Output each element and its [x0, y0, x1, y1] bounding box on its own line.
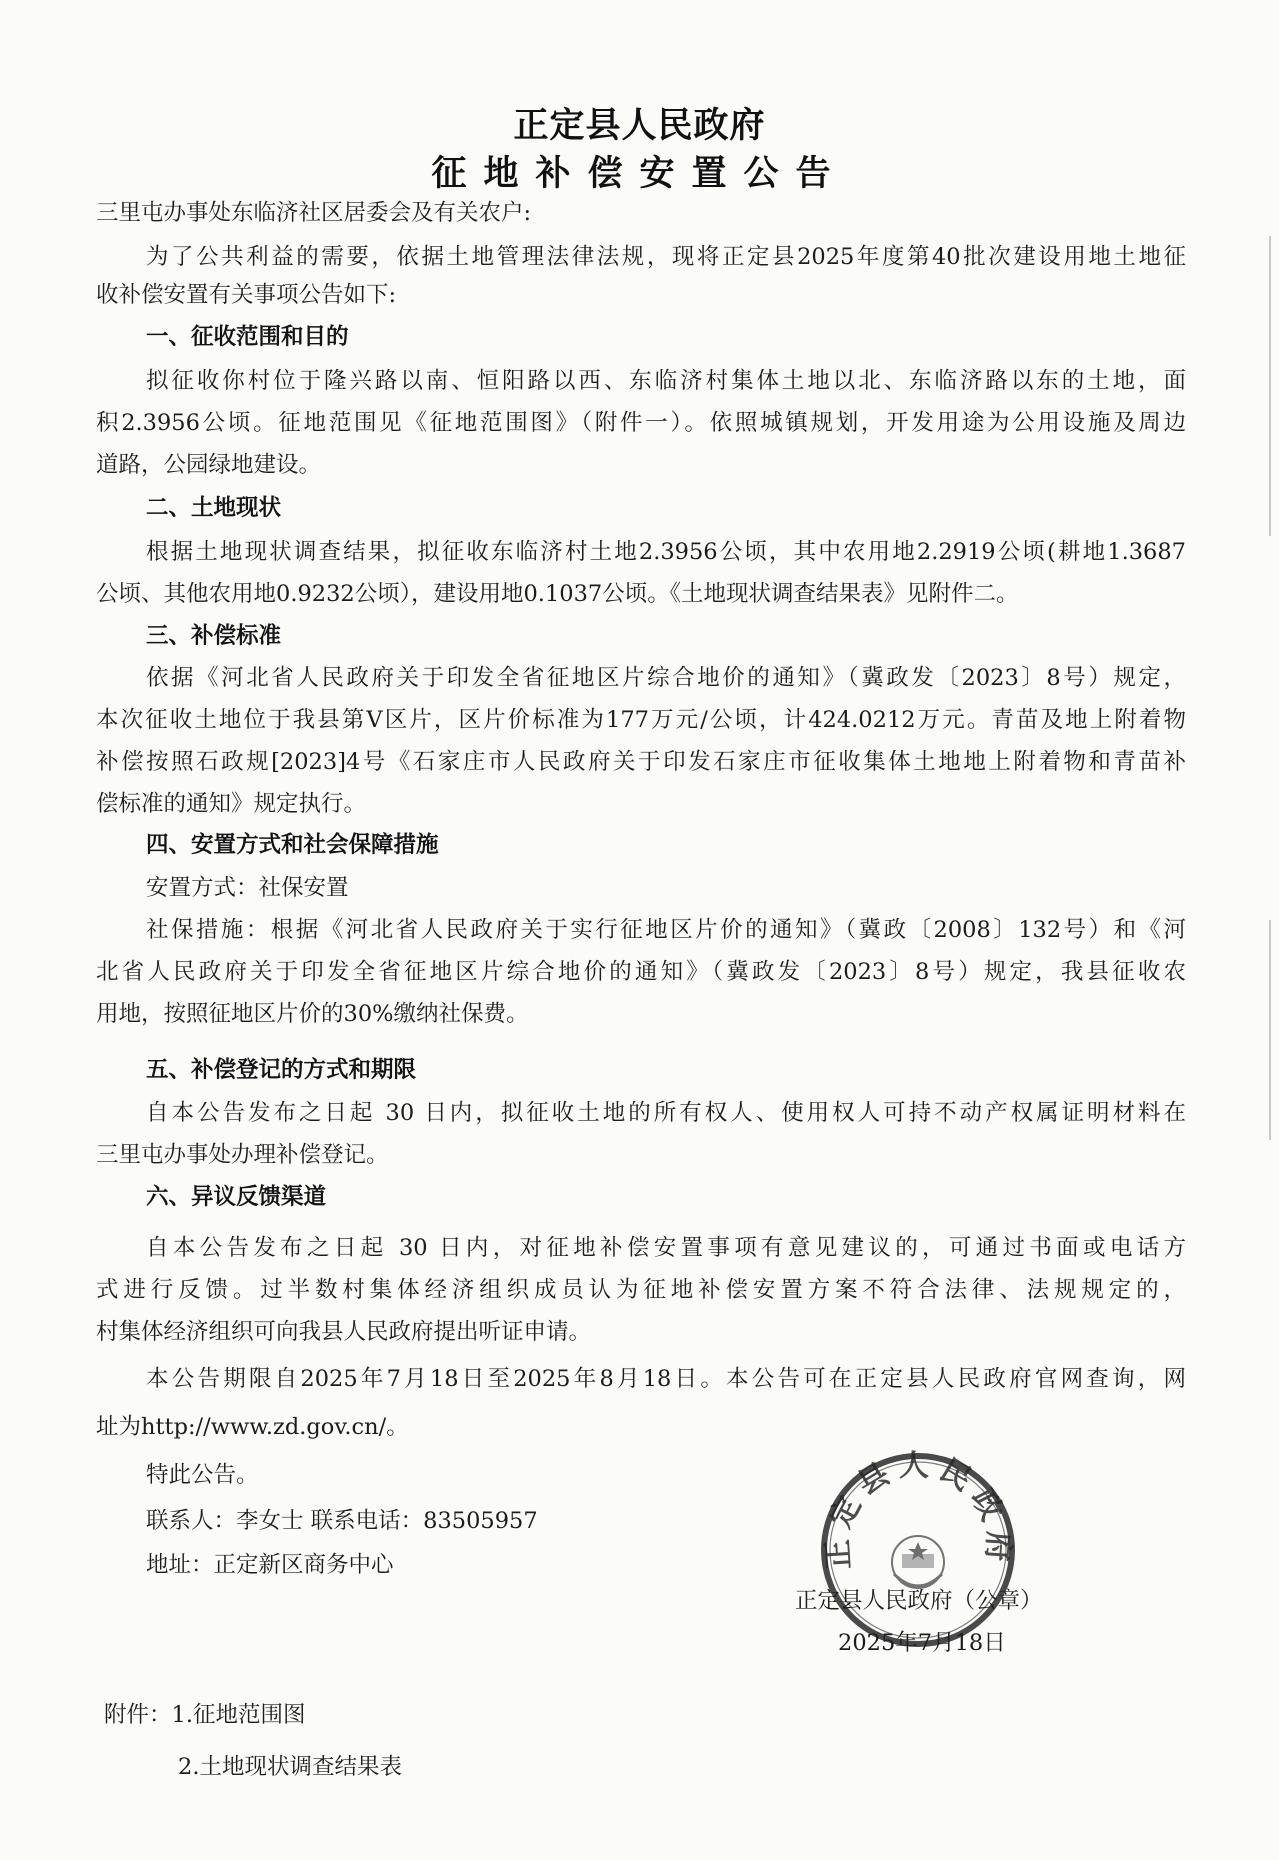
section-text: 积2.3956公顷。征地范围见《征地范围图》（附件一）。依照城镇规划，开发用途为公用设施及周边	[96, 410, 1186, 436]
section-text: 本次征收土地位于我县第Ⅴ区片，区片价标准为177万元/公顷，计424.0212万元。青苗及地上附着物	[96, 707, 1186, 733]
salutation: 三里屯办事处东临济社区居委会及有关农户:	[96, 200, 532, 226]
closing-text: 特此公告。	[146, 1462, 259, 1488]
section-text: 社保措施：根据《河北省人民政府关于实行征地区片价的通知》（冀政〔2008〕132号）和《河	[146, 917, 1186, 943]
period-text: 本公告期限自2025年7月18日至2025年8月18日。本公告可在正定县人民政府官网查询，网	[146, 1366, 1186, 1392]
section-heading: 四、安置方式和社会保障措施	[146, 832, 439, 858]
section-heading: 二、土地现状	[146, 495, 282, 521]
scan-edge-mark	[1269, 920, 1271, 1140]
scan-edge-mark	[1269, 236, 1271, 536]
section-heading: 六、异议反馈渠道	[146, 1184, 327, 1210]
page-title: 正定县人民政府	[513, 106, 766, 146]
page-subtitle: 征地补偿安置公告	[431, 154, 848, 194]
intro-line: 收补偿安置有关事项公告如下:	[96, 282, 397, 308]
section-text: 公顷、其他农用地0.9232公顷），建设用地0.1037公顷。《土地现状调查结果表》见附件二。	[96, 581, 1019, 607]
section-heading: 三、补偿标准	[146, 623, 282, 649]
section-heading: 五、补偿登记的方式和期限	[146, 1057, 417, 1083]
official-seal	[818, 1450, 1018, 1650]
signature-organization: 正定县人民政府（公章）	[795, 1588, 1043, 1614]
section-text: 用地，按照征地区片价的30%缴纳社保费。	[96, 1001, 529, 1027]
address-info: 地址：正定新区商务中心	[146, 1552, 394, 1578]
section-text: 自本公告发布之日起 30 日内，对征地补偿安置事项有意见建议的，可通过书面或电话方	[146, 1235, 1186, 1261]
section-text: 道路，公园绿地建设。	[96, 452, 322, 478]
seal-text: 正定县人民政府	[820, 1450, 1016, 1571]
section-text: 补偿按照石政规[2023]4号《石家庄市人民政府关于印发石家庄市征收集体土地地上附着物和青苗补	[96, 749, 1186, 775]
section-text: 自本公告发布之日起 30 日内，拟征收土地的所有权人、使用权人可持不动产权属证明材料在	[146, 1100, 1186, 1126]
section-text: 安置方式：社保安置	[146, 875, 349, 901]
emblem-icon	[892, 1536, 944, 1588]
period-text: 址为http://www.zd.gov.cn/。	[96, 1414, 409, 1440]
section-heading: 一、征收范围和目的	[146, 324, 349, 350]
section-text: 式进行反馈。过半数村集体经济组织成员认为征地补偿安置方案不符合法律、法规规定的，	[96, 1277, 1186, 1303]
signature-date: 2025年7月18日	[838, 1630, 1006, 1656]
section-text: 拟征收你村位于隆兴路以南、恒阳路以西、东临济村集体土地以北、东临济路以东的土地，面	[146, 368, 1186, 394]
section-text: 村集体经济组织可向我县人民政府提出听证申请。	[96, 1319, 592, 1345]
section-text: 三里屯办事处办理补偿登记。	[96, 1142, 389, 1168]
section-text: 偿标准的通知》规定执行。	[96, 791, 367, 817]
section-text: 北省人民政府关于印发全省征地区片综合地价的通知》（冀政发〔2023〕8号）规定，我县征收农	[96, 959, 1186, 985]
section-text: 依据《河北省人民政府关于印发全省征地区片综合地价的通知》（冀政发〔2023〕8号）规定，	[146, 665, 1186, 691]
attachment-item: 附件：1.征地范围图	[104, 1702, 306, 1728]
intro-line: 为了公共利益的需要，依据土地管理法律法规，现将正定县2025年度第40批次建设用地土地征	[146, 244, 1186, 270]
section-text: 根据土地现状调查结果，拟征收东临济村土地2.3956公顷，其中农用地2.2919公顷(耕地1.3687	[146, 539, 1186, 565]
contact-info: 联系人：李女士 联系电话：83505957	[146, 1508, 538, 1534]
attachment-item: 2.土地现状调查结果表	[178, 1754, 402, 1780]
